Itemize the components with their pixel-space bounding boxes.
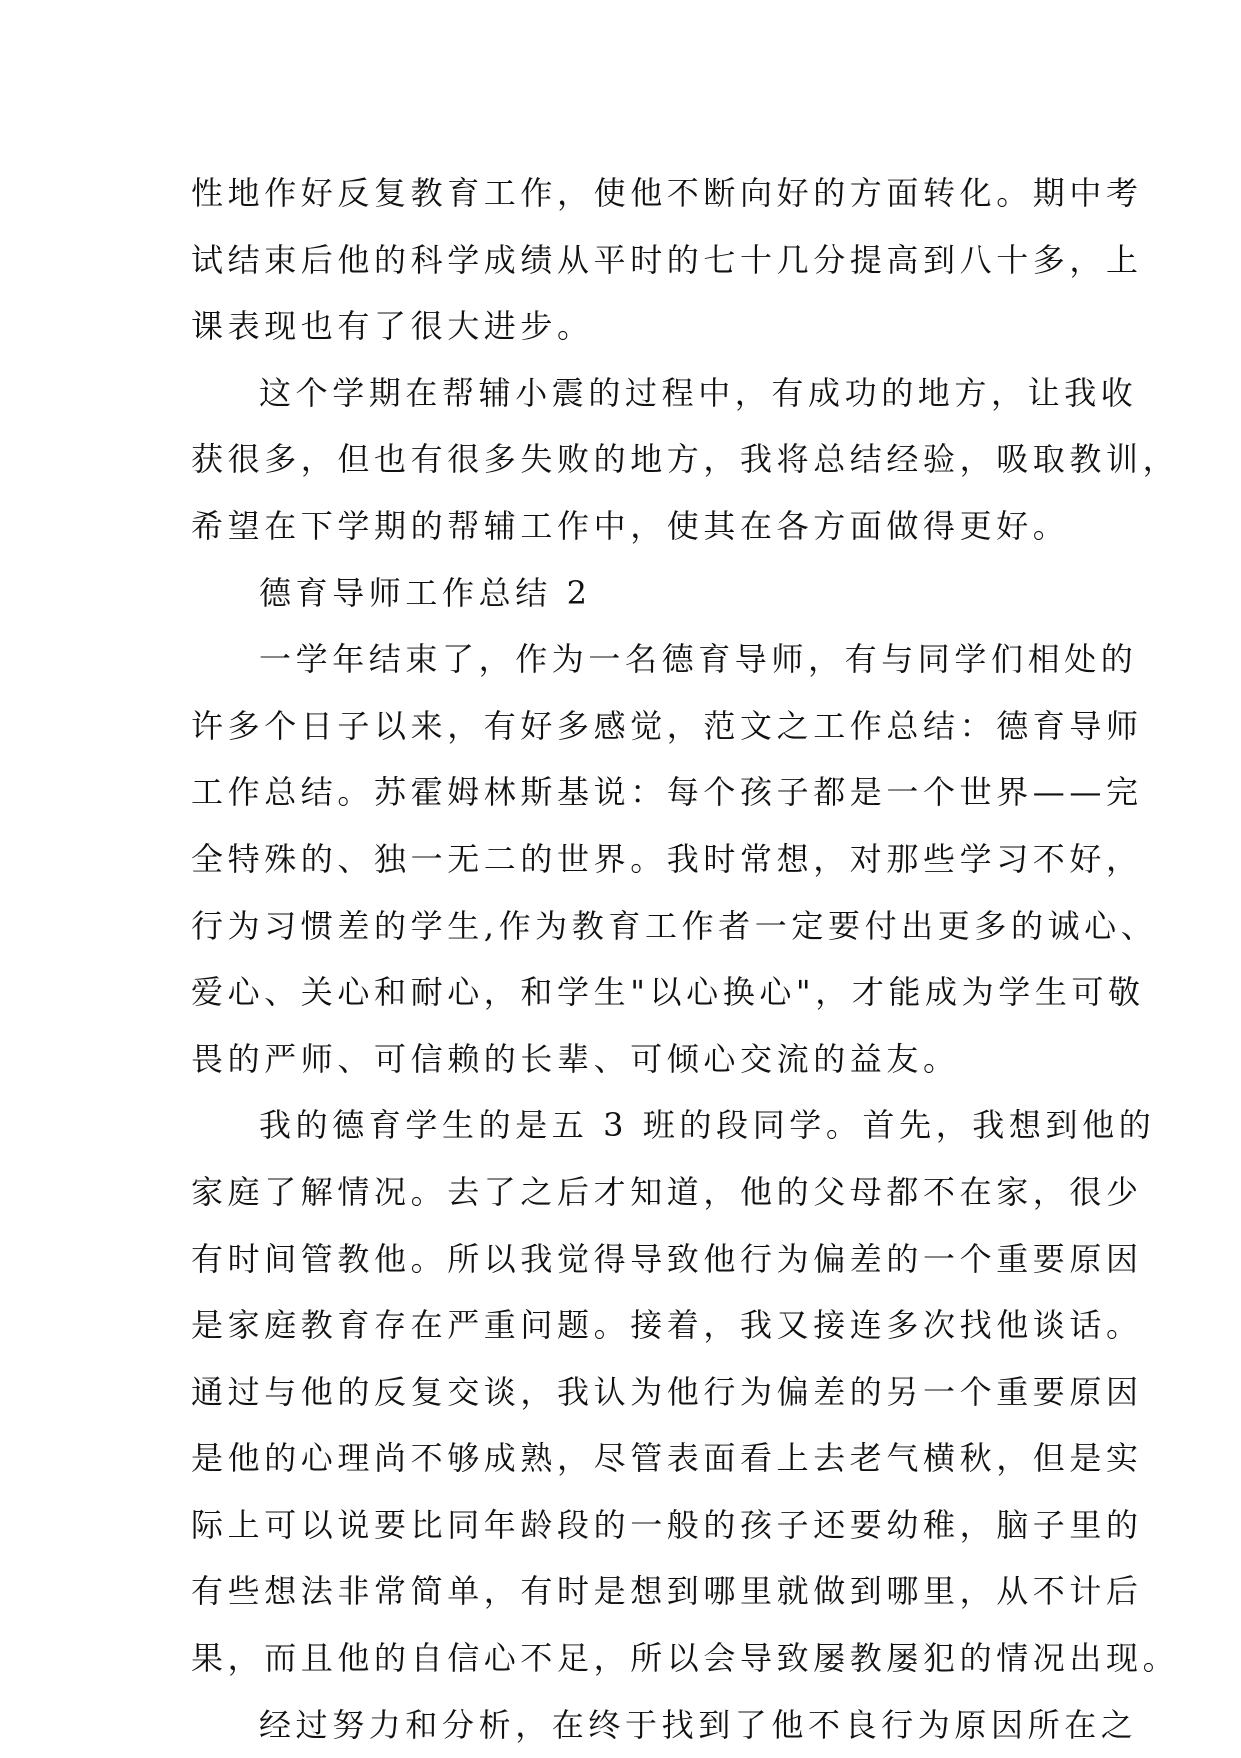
text-line: 爱心、关心和耐心，和学生"以心换心"，才能成为学生可敬 <box>191 973 1145 1012</box>
text-line: 有些想法非常简单，有时是想到哪里就做到哪里，从不计后 <box>191 1572 1143 1611</box>
document-page <box>191 160 1180 1758</box>
text-line: 是他的心理尚不够成熟，尽管表面看上去老气横秋，但是实 <box>191 1439 1143 1478</box>
text-line: 性地作好反复教育工作，使他不断向好的方面转化。期中考 <box>191 174 1143 212</box>
text-line: 有时间管教他。所以我觉得导致他行为偏差的一个重要原因 <box>191 1239 1143 1278</box>
text-line: 全特殊的、独一无二的世界。我时常想，对那些学习不好， <box>191 839 1143 878</box>
paragraph-start-line: 经过努力和分析，在终于找到了他不良行为原因所在之 <box>259 1705 1138 1744</box>
text-line: 课表现也有了很大进步。 <box>191 307 594 346</box>
text-line: 家庭了解情况。去了之后才知道，他的父母都不在家，很少 <box>191 1172 1143 1211</box>
text-line: 际上可以说要比同年龄段的一般的孩子还要幼稚，脑子里的 <box>191 1505 1143 1544</box>
text-line: 试结束后他的科学成绩从平时的七十几分提高到八十多，上 <box>191 240 1143 279</box>
text-line: 通过与他的反复交谈，我认为他行为偏差的另一个重要原因 <box>191 1372 1143 1411</box>
text-line: 许多个日子以来，有好多感觉，范文之工作总结：德育导师 <box>191 706 1143 745</box>
paragraph-start-line: 一学年结束了，作为一名德育导师，有与同学们相处的 <box>259 640 1138 679</box>
paragraph-start-line: 我的德育学生的是五 3 班的段同学。首先，我想到他的 <box>259 1106 1156 1145</box>
text-line: 果，而且他的自信心不足，所以会导致屡教屡犯的情况出现。 <box>191 1639 1180 1678</box>
section-heading: 德育导师工作总结 2 <box>259 573 592 612</box>
text-line: 是家庭教育存在严重问题。接着，我又接连多次找他谈话。 <box>191 1306 1143 1345</box>
text-line: 获很多，但也有很多失败的地方，我将总结经验，吸取教训， <box>191 440 1180 479</box>
text-line: 畏的严师、可信赖的长辈、可倾心交流的益友。 <box>191 1039 960 1078</box>
text-line: 工作总结。苏霍姆林斯基说：每个孩子都是一个世界——完 <box>191 773 1143 812</box>
text-line: 希望在下学期的帮辅工作中，使其在各方面做得更好。 <box>191 506 1070 545</box>
paragraph-start-line: 这个学期在帮辅小震的过程中，有成功的地方，让我收 <box>259 373 1138 412</box>
text-line: 行为习惯差的学生,作为教育工作者一定要付出更多的诚心、 <box>191 906 1158 945</box>
